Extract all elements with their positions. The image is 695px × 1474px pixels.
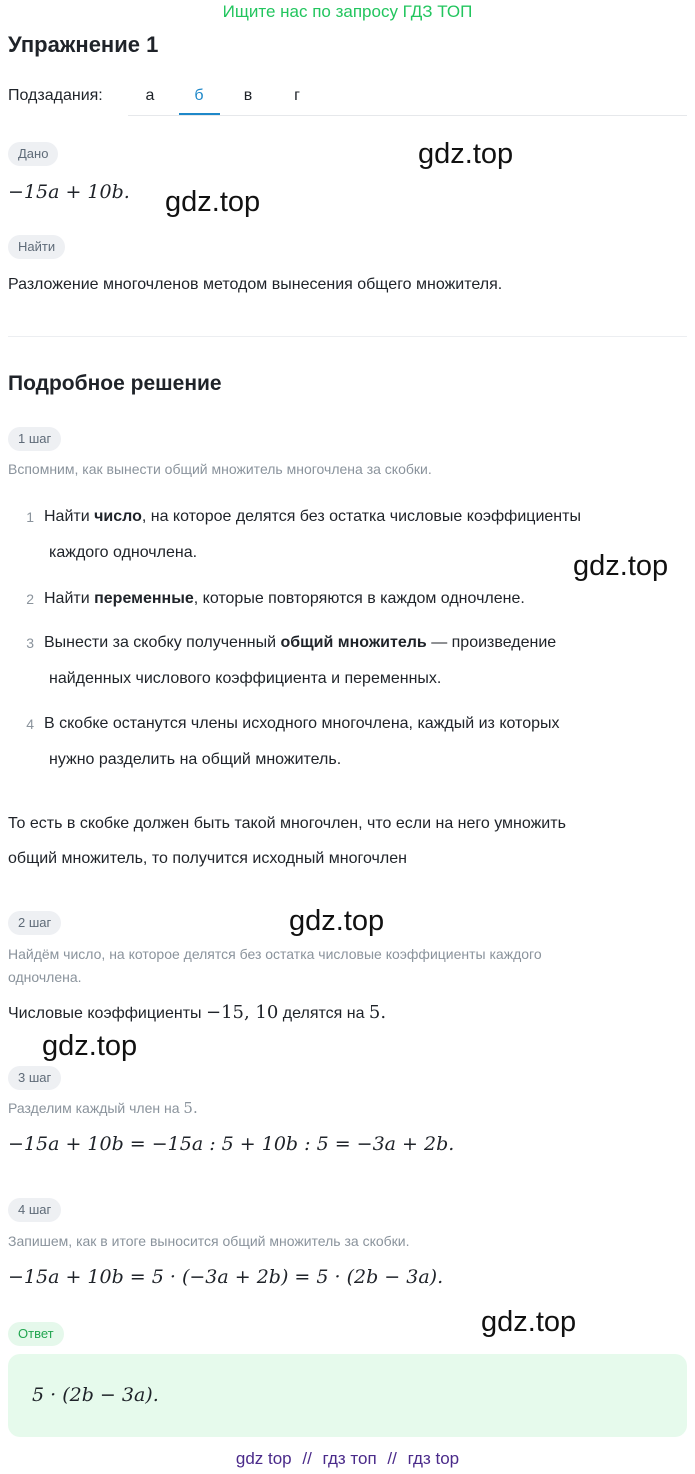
conclusion-line-2: общий множитель, то получится исходный многочлен xyxy=(8,850,407,867)
given-chip: Дано xyxy=(8,142,58,166)
step-3-hint-math: 5. xyxy=(183,1099,198,1117)
subtasks-label: Подзадания: xyxy=(8,87,103,104)
list-item-bold: число xyxy=(94,508,142,525)
section-divider xyxy=(8,336,687,337)
tab-v[interactable]: в xyxy=(243,87,253,104)
step-2-chip: 2 шаг xyxy=(8,911,61,935)
list-item-text: , на которое делятся без остатка числовые коэффициенты xyxy=(141,508,581,525)
find-text: Разложение многочленов методом вынесения общего множителя. xyxy=(8,276,503,293)
watermark: gdz.top xyxy=(418,138,514,170)
step-1-chip: 1 шаг xyxy=(8,427,61,451)
step-2-text-part: Числовые коэффициенты xyxy=(8,1005,206,1022)
footer-link[interactable]: гдз top xyxy=(407,1449,460,1468)
watermark: gdz.top xyxy=(573,550,669,582)
step-2-math: 5. xyxy=(368,1002,387,1023)
tab-g[interactable]: г xyxy=(294,87,300,104)
step-2-hint-line-2: одночлена. xyxy=(8,969,82,985)
list-item-bold: переменные xyxy=(94,590,194,607)
list-item-text: нужно разделить на общий множитель. xyxy=(49,751,342,768)
list-item-1 xyxy=(44,499,664,571)
list-number: 3 xyxy=(26,635,34,651)
tabs-divider xyxy=(128,115,687,116)
list-item-text: Вынести за скобку полученный xyxy=(44,634,281,651)
list-number: 2 xyxy=(26,591,34,607)
step-2-text-part: делятся на xyxy=(278,1005,369,1022)
watermark: gdz.top xyxy=(289,905,385,937)
list-item-bold: общий множитель xyxy=(280,634,427,651)
footer-separator: // xyxy=(302,1449,312,1468)
active-tab-indicator xyxy=(179,113,220,115)
list-item-text: найденных числового коэффициента и переменных. xyxy=(49,670,442,687)
list-item-text: , которые повторяются в каждом одночлене. xyxy=(193,590,525,607)
step-1-hint: Вспомним, как вынести общий множитель многочлена за скобки. xyxy=(8,461,432,477)
list-item-text: каждого одночлена. xyxy=(49,544,198,561)
footer-separator: // xyxy=(387,1449,397,1468)
list-item-3 xyxy=(44,625,664,697)
step-3-hint-text: Разделим каждый член на xyxy=(8,1100,184,1116)
list-item-text: В скобке останутся члены исходного многочлена, каждый из которых xyxy=(44,715,560,732)
footer-link[interactable]: gdz top xyxy=(235,1449,292,1468)
watermark: gdz.top xyxy=(165,186,261,218)
solution-title: Подробное решение xyxy=(8,372,222,395)
find-chip: Найти xyxy=(8,235,65,259)
watermark: gdz.top xyxy=(481,1306,577,1338)
list-number: 4 xyxy=(26,716,34,732)
list-item-2 xyxy=(44,581,664,617)
search-banner: Ищите нас по запросу ГДЗ ТОП xyxy=(222,2,473,21)
tab-a[interactable]: а xyxy=(145,87,155,104)
step-2-hint-line-1: Найдём число, на которое делятся без остатка числовые коэффициенты каждого xyxy=(8,946,542,962)
step-3-hint xyxy=(8,1097,198,1120)
step-4-expression: −15a + 10b = 5 · (−3a + 2b) = 5 · (2b − 3a). xyxy=(8,1266,444,1288)
step-3-expression: −15a + 10b = −15a : 5 + 10b : 5 = −3a + 2b. xyxy=(8,1133,455,1155)
list-item-text: Найти xyxy=(44,508,95,525)
page-title: Упражнение 1 xyxy=(8,32,159,57)
step-4-hint: Запишем, как в итоге выносится общий множитель за скобки. xyxy=(8,1233,410,1249)
step-4-chip: 4 шаг xyxy=(8,1198,61,1222)
conclusion-line-1: То есть в скобке должен быть такой многочлен, что если на него умножить xyxy=(8,815,566,832)
answer-expression: 5 · (2b − 3a). xyxy=(32,1384,159,1406)
list-number: 1 xyxy=(26,509,34,525)
footer-link[interactable]: гдз топ xyxy=(322,1449,377,1468)
answer-chip: Ответ xyxy=(8,1322,64,1346)
list-item-text: — произведение xyxy=(426,634,557,651)
watermark: gdz.top xyxy=(42,1030,138,1062)
step-2-text xyxy=(8,1002,386,1023)
step-3-chip: 3 шаг xyxy=(8,1066,61,1090)
list-item-4 xyxy=(44,706,664,778)
footer-links xyxy=(0,1449,695,1469)
tab-b[interactable]: б xyxy=(194,87,204,104)
given-expression: −15a + 10b. xyxy=(8,181,130,203)
step-2-math: −15, 10 xyxy=(205,1002,279,1023)
list-item-text: Найти xyxy=(44,590,95,607)
